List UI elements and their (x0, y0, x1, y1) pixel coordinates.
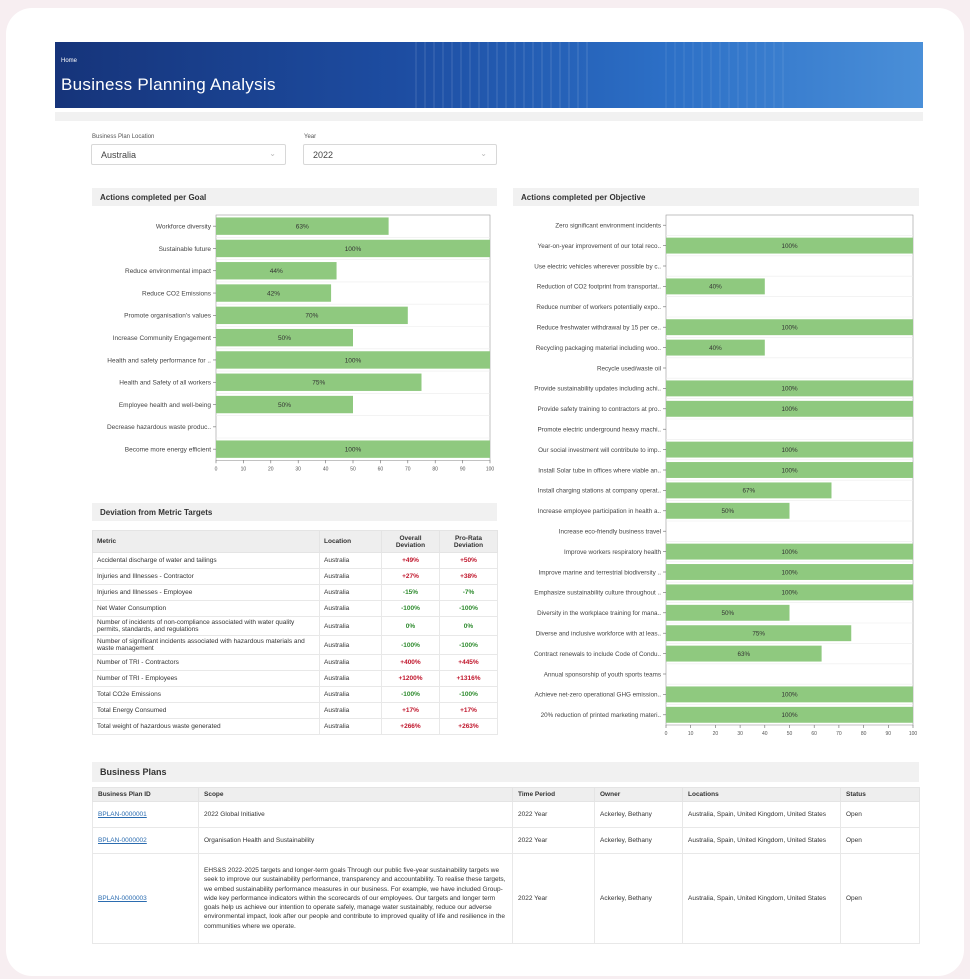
location-cell: Australia (320, 671, 382, 687)
deviation-table-title: Deviation from Metric Targets (92, 503, 497, 521)
location-cell: Australia (320, 617, 382, 636)
bar-data-label: 50% (721, 508, 735, 516)
page-title: Business Planning Analysis (61, 75, 276, 94)
x-tick-label: 10 (687, 731, 694, 737)
bar-data-label: 63% (737, 650, 751, 658)
overall-deviation-cell: +400% (382, 655, 440, 671)
overall-deviation-cell: 0% (382, 617, 440, 636)
bar-data-label: 70% (305, 312, 319, 320)
metric-cell: Total CO2e Emissions (93, 687, 320, 703)
scope-column-header[interactable]: Scope (199, 788, 513, 802)
y-tick-label: Achieve net-zero operational GHG emission.. (534, 691, 661, 699)
x-tick-label: 80 (432, 466, 438, 473)
metric-cell: Total Energy Consumed (93, 703, 320, 719)
header-divider (55, 112, 923, 121)
prorata-deviation-cell: -100% (440, 687, 498, 703)
time-period-column-header[interactable]: Time Period (513, 788, 595, 802)
year-select-value: 2022 (313, 150, 334, 160)
scope-cell: Organisation Health and Sustainability (199, 828, 513, 854)
y-tick-label: Reduce freshwater withdrawal by 15 per ce.. (536, 324, 661, 332)
plan-id-column-header[interactable]: Business Plan ID (93, 788, 199, 802)
plan-id-cell (93, 854, 199, 944)
locations-cell: Australia, Spain, United Kingdom, United States (683, 802, 841, 828)
location-cell: Australia (320, 655, 382, 671)
location-cell: Australia (320, 687, 382, 703)
x-tick-label: 100 (485, 466, 495, 473)
overall-deviation-cell: -100% (382, 687, 440, 703)
status-column-header[interactable]: Status (841, 788, 920, 802)
x-tick-label: 70 (836, 731, 842, 737)
deviation-row (93, 569, 498, 585)
bar-data-label: 100% (781, 548, 798, 556)
plan-id-link[interactable]: BPLAN-0000003 (98, 894, 147, 902)
locations-cell: Australia, Spain, United Kingdom, United States (683, 828, 841, 854)
x-tick-label: 0 (214, 466, 218, 473)
metric-cell: Total weight of hazardous waste generated (93, 719, 320, 735)
prorata-deviation-cell: +17% (440, 703, 498, 719)
banner-building-art (665, 42, 785, 108)
bar-data-label: 63% (295, 223, 309, 231)
y-tick-label: Increase Community Engagement (112, 334, 211, 342)
goals-chart (90, 212, 502, 473)
owner-cell: Ackerley, Bethany (595, 828, 683, 854)
status-cell: Open (841, 828, 920, 854)
prorata-deviation-column-header[interactable] (440, 531, 498, 553)
x-tick-label: 100 (908, 731, 918, 737)
bar-data-label: 100% (781, 324, 798, 332)
y-tick-label: Use electric vehicles wherever possible by c.. (534, 263, 661, 271)
prorata-header-line1: Pro-Rata (454, 534, 483, 542)
locations-cell: Australia, Spain, United Kingdom, United States (683, 854, 841, 944)
plan-row (93, 854, 920, 944)
y-tick-label: Increase employee participation in health a.. (537, 508, 661, 516)
year-select[interactable] (303, 144, 497, 165)
bar-data-label: 100% (781, 589, 798, 597)
deviation-row (93, 617, 498, 636)
plan-id-cell (93, 802, 199, 828)
x-tick-label: 50 (786, 731, 793, 737)
deviation-row (93, 636, 498, 655)
y-tick-label: Improve workers respiratory health (564, 548, 661, 556)
plans-header-row (93, 788, 920, 802)
location-cell: Australia (320, 636, 382, 655)
metric-cell: Number of TRI - Employees (93, 671, 320, 687)
objectives-chart (513, 212, 923, 742)
x-tick-label: 20 (268, 466, 274, 473)
x-tick-label: 20 (712, 731, 719, 737)
deviation-row (93, 703, 498, 719)
prorata-deviation-cell: +1316% (440, 671, 498, 687)
overall-deviation-cell: -100% (382, 636, 440, 655)
y-tick-label: Install charging stations at company operat.. (537, 487, 661, 495)
deviation-row (93, 585, 498, 601)
bar-data-label: 100% (781, 569, 798, 577)
y-tick-label: Recycling packaging material including woo.. (535, 344, 661, 352)
bar-data-label: 40% (709, 283, 722, 291)
overall-deviation-cell: +266% (382, 719, 440, 735)
y-tick-label: Employee health and well-being (118, 401, 211, 409)
x-tick-label: 30 (737, 731, 743, 737)
x-tick-label: 0 (664, 731, 668, 737)
x-tick-label: 40 (762, 731, 768, 737)
y-tick-label: Provide sustainability updates including achi.. (534, 385, 661, 393)
deviation-table (92, 530, 498, 735)
prorata-deviation-cell: -7% (440, 585, 498, 601)
locations-column-header[interactable]: Locations (683, 788, 841, 802)
y-tick-label: Our social investment will contribute to imp.. (538, 446, 661, 454)
overall-deviation-cell: -15% (382, 585, 440, 601)
goals-chart-title: Actions completed per Goal (92, 188, 497, 206)
scope-cell: EHS&S 2022-2025 targets and longer-term goals Through our public five-year sustainability targets we seek to improve our sustainability performance, transparency and accountability. To realise these targets, we embed sustainability performance measures in our business. For example, we have included Group-wide key performance indicators within the scorecards of our employees. Our targets and longer term goals help us achieve our intention to operate safely, manage water sustainably, reduce our adverse environmental impact, look after our people and contribute to improved quality of life and resilience in the communities where we operate. (199, 854, 513, 944)
x-tick-label: 80 (860, 731, 867, 737)
breadcrumb-home[interactable]: Home (61, 58, 78, 64)
deviation-row (93, 719, 498, 735)
x-tick-label: 70 (405, 466, 411, 473)
metric-cell: Net Water Consumption (93, 601, 320, 617)
y-tick-label: Reduce number of workers potentially expo.. (536, 304, 661, 312)
x-tick-label: 30 (295, 466, 301, 473)
plan-id-cell (93, 828, 199, 854)
plan-id-link[interactable]: BPLAN-0000002 (98, 836, 147, 844)
bar-data-label: 100% (781, 446, 798, 454)
overall-header-line1: Overall (399, 534, 422, 542)
time-period-cell: 2022 Year (513, 854, 595, 944)
deviation-row (93, 601, 498, 617)
business-plans-title: Business Plans (92, 762, 919, 782)
chevron-down-icon: ⌄ (480, 149, 487, 158)
x-tick-label: 40 (322, 466, 329, 473)
bar-data-label: 75% (752, 630, 765, 638)
y-tick-label: Provide safety training to contractors at pro.. (537, 406, 661, 414)
overall-deviation-cell: -100% (382, 601, 440, 617)
bar-data-label: 50% (721, 610, 735, 618)
location-filter-label: Business Plan Location (92, 134, 155, 140)
x-tick-label: 50 (350, 466, 356, 473)
y-tick-label: Reduce environmental impact (125, 268, 211, 276)
y-tick-label: Year-on-year improvement of our total reco.. (537, 242, 661, 250)
bar-data-label: 100% (781, 406, 798, 414)
bar-data-label: 100% (781, 385, 798, 393)
owner-cell: Ackerley, Bethany (595, 802, 683, 828)
x-tick-label: 60 (377, 466, 384, 473)
prorata-deviation-cell: -100% (440, 601, 498, 617)
y-tick-label: Promote organisation's values (124, 312, 211, 320)
bar-data-label: 100% (781, 712, 798, 720)
y-tick-label: Diversity in the workplace training for mana.. (537, 610, 661, 618)
time-period-cell: 2022 Year (513, 802, 595, 828)
bar-data-label: 100% (344, 446, 362, 454)
header-banner (55, 42, 923, 108)
location-cell: Australia (320, 703, 382, 719)
deviation-row (93, 655, 498, 671)
prorata-deviation-cell: 0% (440, 617, 498, 636)
y-tick-label: Install Solar tube in offices where viable an.. (538, 467, 661, 475)
x-tick-label: 90 (459, 466, 466, 473)
status-cell: Open (841, 802, 920, 828)
prorata-header-line2: Deviation (453, 541, 484, 549)
deviation-row (93, 671, 498, 687)
y-tick-label: Zero significant environment incidents (555, 222, 661, 230)
prorata-deviation-cell: +38% (440, 569, 498, 585)
bar-data-label: 50% (277, 334, 292, 342)
y-tick-label: 20% reduction of printed marketing materi.. (540, 712, 661, 720)
plan-row (93, 802, 920, 828)
bar-data-label: 67% (742, 487, 756, 495)
y-tick-label: Annual sponsorship of youth sports teams (543, 671, 661, 679)
metric-column-header[interactable]: Metric (93, 531, 320, 553)
y-tick-label: Decrease hazardous waste produc.. (106, 424, 211, 432)
x-tick-label: 10 (240, 466, 247, 473)
y-tick-label: Diverse and inclusive workforce with at leas.. (535, 630, 661, 638)
deviation-header-row (93, 531, 498, 553)
location-column-header[interactable]: Location (320, 531, 382, 553)
objectives-chart-title: Actions completed per Objective (513, 188, 919, 206)
status-cell: Open (841, 854, 920, 944)
metric-cell: Injuries and Illnesses - Employee (93, 585, 320, 601)
bar-data-label: 100% (781, 242, 798, 250)
bar-data-label: 100% (781, 691, 798, 699)
prorata-deviation-cell: +50% (440, 553, 498, 569)
banner-building-art (415, 42, 595, 108)
y-tick-label: Increase eco-friendly business travel (558, 528, 661, 536)
time-period-cell: 2022 Year (513, 828, 595, 854)
owner-column-header[interactable]: Owner (595, 788, 683, 802)
bar-data-label: 42% (267, 290, 281, 298)
business-plans-table (92, 787, 920, 944)
overall-deviation-cell: +27% (382, 569, 440, 585)
bar-data-label: 100% (344, 245, 362, 253)
bar-data-label: 100% (781, 467, 798, 475)
y-tick-label: Become more energy efficient (124, 446, 211, 454)
bar-data-label: 40% (709, 344, 722, 352)
overall-deviation-cell: +1200% (382, 671, 440, 687)
prorata-deviation-cell: +263% (440, 719, 498, 735)
y-tick-label: Recycle used/waste oil (596, 365, 661, 373)
y-tick-label: Health and Safety of all workers (119, 379, 211, 387)
prorata-deviation-cell: +445% (440, 655, 498, 671)
y-tick-label: Health and safety performance for .. (107, 357, 211, 365)
plan-id-link[interactable]: BPLAN-0000001 (98, 810, 147, 818)
location-cell: Australia (320, 585, 382, 601)
x-tick-label: 90 (885, 731, 892, 737)
bar-data-label: 50% (277, 401, 292, 409)
y-tick-label: Improve marine and terrestrial biodiversity .. (538, 569, 661, 577)
owner-cell: Ackerley, Bethany (595, 854, 683, 944)
y-tick-label: Sustainable future (158, 245, 211, 253)
x-tick-label: 60 (811, 731, 817, 737)
location-cell: Australia (320, 569, 382, 585)
year-filter-label: Year (304, 134, 317, 140)
overall-deviation-column-header[interactable] (382, 531, 440, 553)
plan-row (93, 828, 920, 854)
location-select[interactable] (91, 144, 286, 165)
location-cell: Australia (320, 601, 382, 617)
metric-cell: Injuries and Illnesses - Contractor (93, 569, 320, 585)
location-select-value: Australia (101, 150, 137, 160)
overall-deviation-cell: +49% (382, 553, 440, 569)
overall-deviation-cell: +17% (382, 703, 440, 719)
chevron-down-icon: ⌄ (269, 149, 276, 158)
metric-cell: Accidental discharge of water and tailings (93, 553, 320, 569)
y-tick-label: Contract renewals to include Code of Condu.. (533, 650, 661, 658)
bar-data-label: 75% (312, 379, 326, 387)
location-cell: Australia (320, 553, 382, 569)
metric-cell: Number of TRI - Contractors (93, 655, 320, 671)
scope-cell: 2022 Global Initiative (199, 802, 513, 828)
metric-cell: Number of incidents of non-compliance associated with water quality permits, standards, and regulations (93, 617, 320, 636)
y-tick-label: Workforce diversity (155, 223, 211, 231)
bar-data-label: 100% (344, 357, 362, 365)
metric-cell: Number of significant incidents associated with hazardous materials and waste management (93, 636, 320, 655)
y-tick-label: Promote electric underground heavy machi.. (537, 426, 661, 434)
location-cell: Australia (320, 719, 382, 735)
deviation-row (93, 553, 498, 569)
prorata-deviation-cell: -100% (440, 636, 498, 655)
y-tick-label: Emphasize sustainability culture throughout .. (534, 589, 661, 597)
overall-header-line2: Deviation (395, 541, 426, 549)
y-tick-label: Reduction of CO2 footprint from transportat.. (536, 283, 661, 291)
bar-data-label: 44% (269, 268, 283, 276)
y-tick-label: Reduce CO2 Emissions (142, 290, 211, 298)
deviation-row (93, 687, 498, 703)
